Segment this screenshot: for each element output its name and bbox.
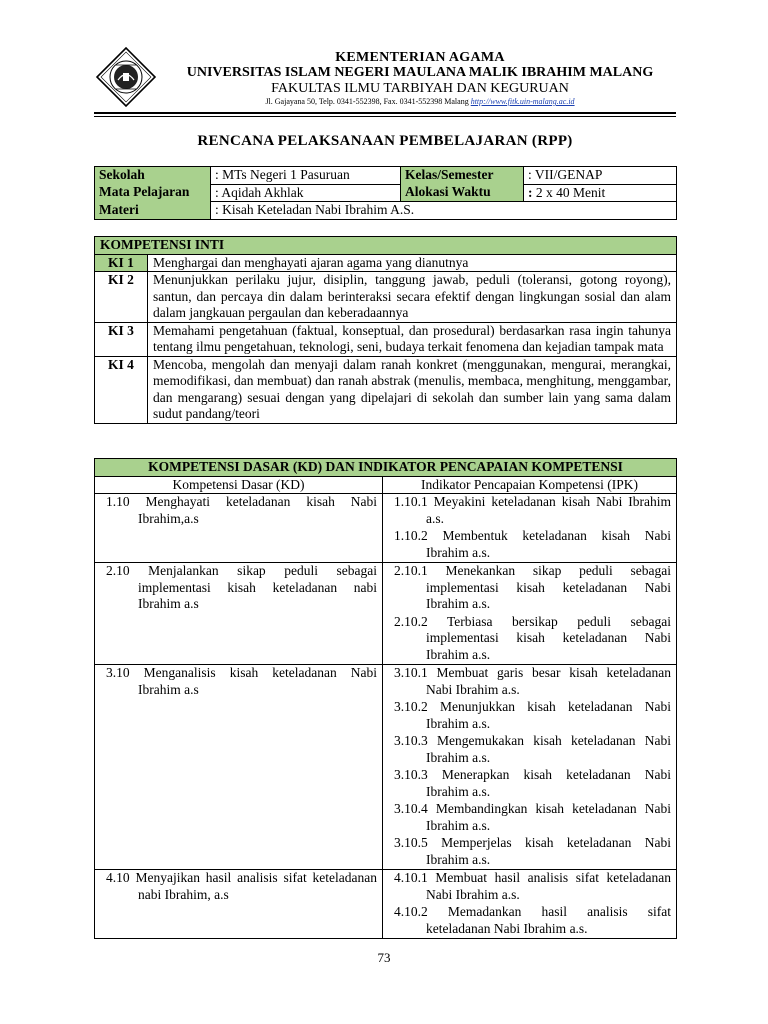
basic-competency-table [94, 458, 677, 939]
school-value: : MTs Negeri 1 Pasuruan [211, 167, 401, 185]
faculty-name: FAKULTAS ILMU TARBIYAH DAN KEGURUAN [271, 81, 569, 96]
kd-column-header: Kompetensi Dasar (KD) [95, 476, 383, 494]
ipk-item: 3.10.3 Menerapkan kisah keteladanan Nabi Ibrahim a.s. [394, 767, 671, 799]
document-title: RENCANA PELAKSANAAN PEMBELAJARAN (RPP) [197, 133, 573, 149]
class-value: : VII/GENAP [524, 167, 677, 185]
ipk-item: 3.10.2 Menunjukkan kisah keteladanan Nabi Ibrahim a.s. [394, 699, 671, 731]
kd-text: 3.10 Menganalisis kisah keteladanan Nabi Ibrahim a.s [106, 665, 377, 697]
table-header-row [95, 237, 677, 255]
table-row [95, 272, 677, 323]
ipk-cell [383, 665, 677, 870]
ki-code: KI 2 [95, 272, 148, 323]
kd-text: 4.10 Menyajikan hasil analisis sifat keteladanan nabi Ibrahim, a.s [106, 870, 377, 902]
ipk-item: 2.10.1 Menekankan sikap peduli sebagai implementasi kisah keteladanan Nabi Ibrahim a.s. [394, 563, 671, 611]
ipk-item: 3.10.5 Memperjelas kisah keteladanan Nabi Ibrahim a.s. [394, 835, 671, 867]
table-row [95, 167, 677, 185]
table-row [95, 356, 677, 423]
time-text: 2 x 40 Menit [532, 184, 606, 200]
header-rule-thin [94, 116, 676, 117]
table-row [95, 184, 677, 202]
ipk-item: 4.10.2 Memadankan hasil analisis sifat keteladanan Nabi Ibrahim a.s. [394, 904, 671, 936]
time-colon: : [528, 184, 533, 200]
subject-label: Mata Pelajaran [95, 184, 211, 202]
ki-header: KOMPETENSI INTI [95, 237, 677, 255]
ki-code: KI 3 [95, 322, 148, 356]
kd-cell [95, 563, 383, 665]
ki-code: KI 1 [95, 254, 148, 272]
class-label: Kelas/Semester [401, 167, 524, 185]
ipk-item: 1.10.1 Meyakini keteladanan kisah Nabi Ibrahim a.s. [394, 494, 671, 526]
table-row [95, 322, 677, 356]
ipk-cell [383, 563, 677, 665]
ipk-item: 3.10.3 Mengemukakan kisah keteladanan Nabi Ibrahim a.s. [394, 733, 671, 765]
identity-table [94, 166, 677, 220]
table-row [95, 665, 677, 870]
table-subheader-row [95, 476, 677, 494]
ki-text: Memahami pengetahuan (faktual, konseptual, dan prosedural) berdasarkan rasa ingin tahunya tentang ilmu pengetahuan, teknologi, seni, budaya terkait fenomena dan kejadian tampak mata [148, 322, 677, 356]
school-label: Sekolah [95, 167, 211, 185]
table-row [95, 254, 677, 272]
ki-text: Menunjukkan perilaku jujur, disiplin, tanggung jawab, peduli (toleransi, gotong royong), santun, dan percaya din dalam berinteraksi secara efektif dengan lingkungan sosial dan alam dalam jangkauan pergaulan dan keberadaannya [148, 272, 677, 323]
ipk-item: 2.10.2 Terbiasa bersikap peduli sebagai implementasi kisah keteladanan Nabi Ibrahim a.s. [394, 613, 671, 662]
kd-text: 1.10 Menghayati keteladanan kisah Nabi Ibrahim,a.s [106, 494, 377, 526]
ipk-item: 4.10.1 Membuat hasil analisis sifat keteladanan Nabi Ibrahim a.s. [394, 870, 671, 902]
ipk-item: 1.10.2 Membentuk keteladanan kisah Nabi Ibrahim a.s. [394, 528, 671, 560]
university-seal-icon [96, 47, 156, 107]
page-number: 73 [377, 950, 391, 965]
ipk-cell [383, 494, 677, 563]
ki-code: KI 4 [95, 356, 148, 423]
university-name: UNIVERSITAS ISLAM NEGERI MAULANA MALIK IBRAHIM MALANG [186, 65, 654, 80]
header-rule-thick [94, 112, 676, 114]
ipk-column-header: Indikator Pencapaian Kompetensi (IPK) [383, 476, 677, 494]
kd-header: KOMPETENSI DASAR (KD) DAN INDIKATOR PENCAPAIAN KOMPETENSI [95, 459, 677, 477]
ipk-item: 3.10.4 Membandingkan kisah keteladanan Nabi Ibrahim a.s. [394, 801, 671, 833]
ipk-item: 3.10.1 Membuat garis besar kisah keteladanan Nabi Ibrahim a.s. [394, 665, 671, 697]
material-label: Materi [95, 202, 211, 220]
time-label: Alokasi Waktu [401, 184, 524, 202]
subject-value: : Aqidah Akhlak [211, 184, 401, 202]
table-header-row [95, 459, 677, 477]
kd-cell [95, 870, 383, 939]
core-competency-table [94, 236, 677, 424]
address-text: Jl. Gajayana 50, Telp. 0341-552398, Fax. 0341-552398 Malang [265, 97, 469, 106]
ipk-cell [383, 870, 677, 939]
address-line [170, 97, 670, 107]
kd-cell [95, 494, 383, 563]
kd-text: 2.10 Menjalankan sikap peduli sebagai implementasi kisah keteladanan nabi Ibrahim a.s [106, 563, 377, 611]
ki-text: Mencoba, mengolah dan menyaji dalam ranah konkret (menggunakan, mengurai, merangkai, memodifikasi, dan membuat) dan ranah abstrak (menulis, membaca, menghitung, menggambar, dan mengarang) sesuai dengan yang dipelajari di sekolah dan sumber lain yang sama dalam sudut pandang/teori [148, 356, 677, 423]
table-row [95, 870, 677, 939]
ministry-name: KEMENTERIAN AGAMA [335, 50, 505, 65]
table-row [95, 494, 677, 563]
table-row [95, 563, 677, 665]
letterhead [170, 50, 670, 107]
kd-cell [95, 665, 383, 870]
material-value: : Kisah Keteladan Nabi Ibrahim A.S. [211, 202, 677, 220]
website-link[interactable]: http://www.fitk.uin-malang.ac.id [470, 97, 575, 106]
time-value [524, 184, 677, 202]
ki-text: Menghargai dan menghayati ajaran agama yang dianutnya [148, 254, 677, 272]
table-row [95, 202, 677, 220]
